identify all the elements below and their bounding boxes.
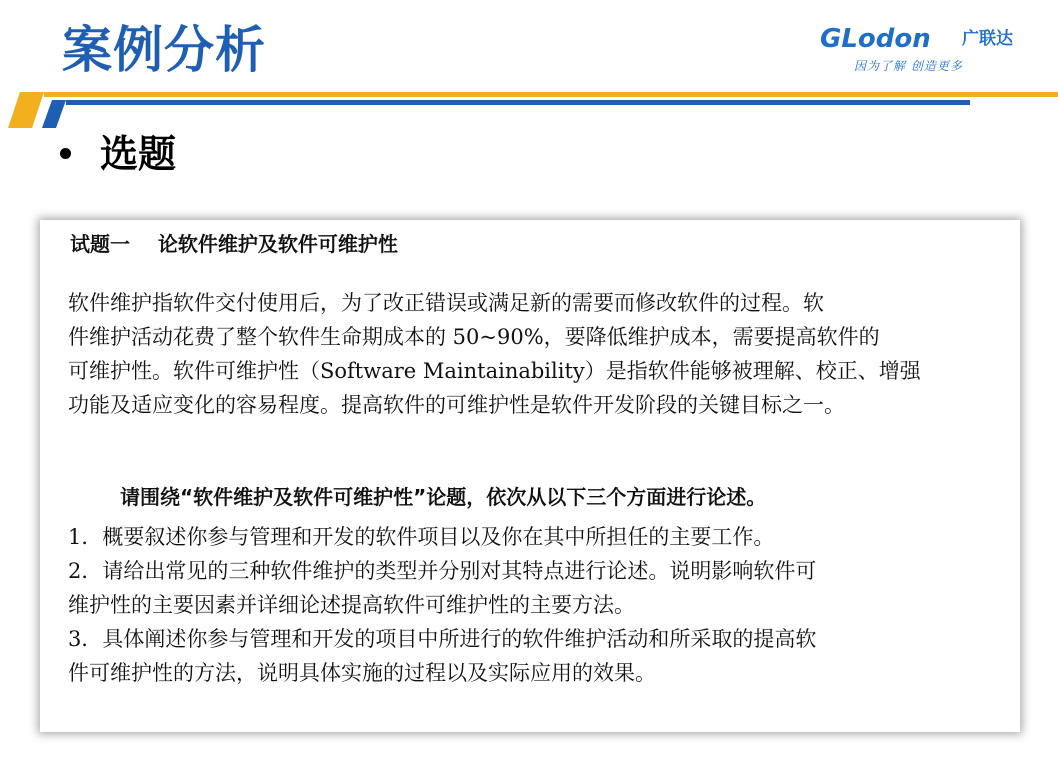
blue-stripe-line xyxy=(66,100,970,105)
logo-cn-name: 广联达 xyxy=(962,29,1013,49)
header-stripe-decoration xyxy=(0,84,1058,130)
intro-line: 软件维护指软件交付使用后，为了改正错误或满足新的需要而修改软件的过程。软 xyxy=(68,291,824,315)
intro-line: 可维护性。软件可维护性（Software Maintainability）是指软件能够被理解、校正、增强 xyxy=(68,359,921,383)
requirement-line: 1．概要叙述你参与管理和开发的软件项目以及你在其中所担任的主要工作。 xyxy=(68,525,775,549)
logo-wordmark: GLodon xyxy=(820,24,931,54)
yellow-stripe-line xyxy=(44,92,1058,97)
intro-line: 功能及适应变化的容易程度。提高软件的可维护性是软件开发阶段的关键目标之一。 xyxy=(68,393,845,417)
bullet-dot-icon xyxy=(60,148,71,159)
requirement-line: 2．请给出常见的三种软件维护的类型并分别对其特点进行论述。说明影响软件可 xyxy=(68,559,817,583)
intro-paragraph xyxy=(68,286,998,422)
requirement-line: 3．具体阐述你参与管理和开发的项目中所进行的软件维护活动和所采取的提高软 xyxy=(68,627,817,651)
yellow-stripe-accent xyxy=(8,92,44,128)
requirement-line: 件可维护性的方法，说明具体实施的过程以及实际应用的效果。 xyxy=(68,661,656,685)
intro-line: 件维护活动花费了整个软件生命期成本的 50~90%，要降低维护成本，需要提高软件的 xyxy=(68,325,880,349)
section-bullet-label: 选题 xyxy=(100,132,177,176)
exam-question-image xyxy=(40,220,1020,732)
question-heading: 试题一 论软件维护及软件可维护性 xyxy=(70,232,398,256)
logo-slogan: 因为了解 创造更多 xyxy=(854,59,963,73)
requirements-list xyxy=(68,520,998,690)
essay-prompt: 请围绕“软件维护及软件可维护性”论题，依次从以下三个方面进行论述。 xyxy=(120,485,767,509)
blue-stripe-accent xyxy=(42,100,66,128)
requirement-line: 维护性的主要因素并详细论述提高软件可维护性的主要方法。 xyxy=(68,593,635,617)
page-title: 案例分析 xyxy=(62,21,266,79)
glodon-logo xyxy=(820,24,1020,76)
